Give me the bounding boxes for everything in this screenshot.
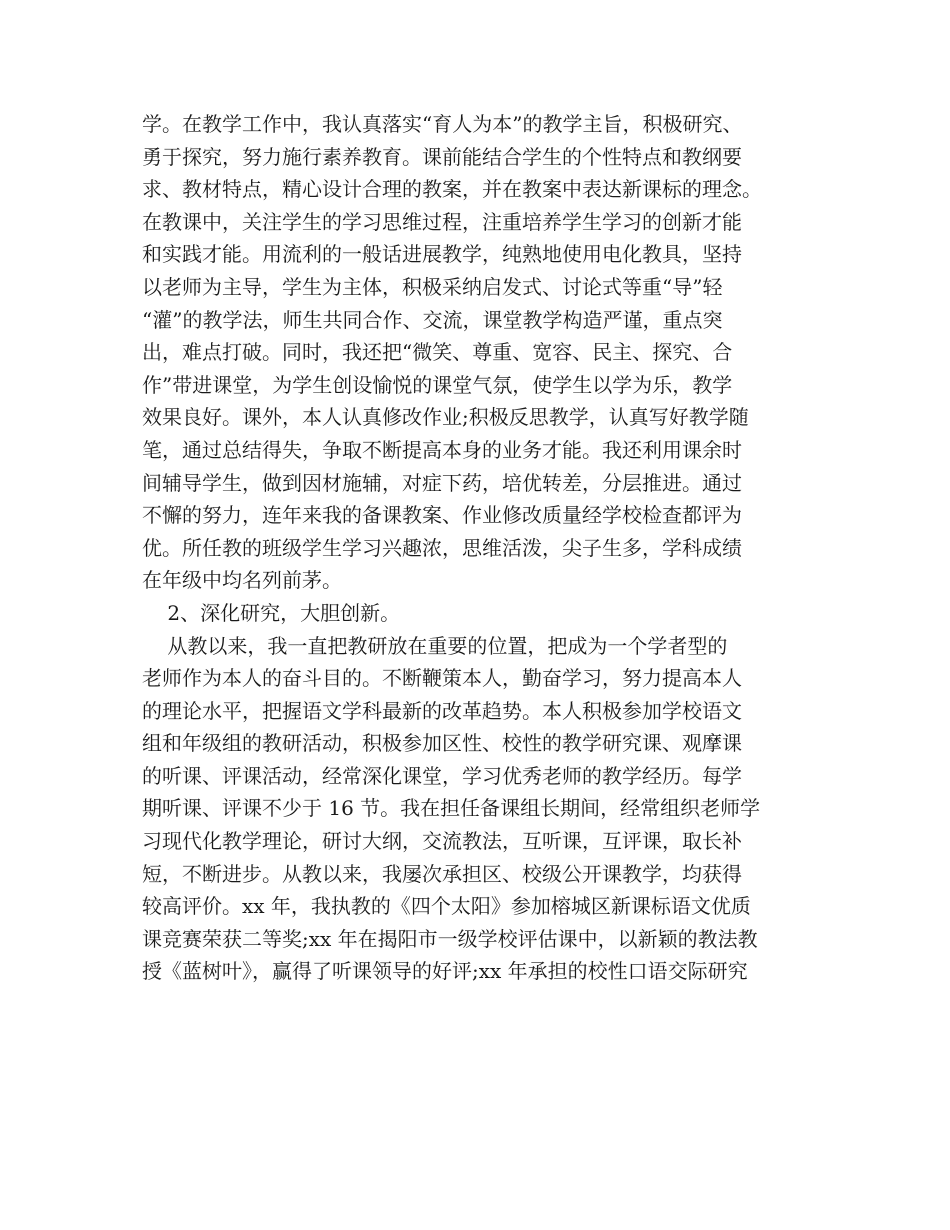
text-line: 和实践才能。用流利的一般话进展教学，纯熟地使用电化教具，坚持	[142, 242, 742, 267]
text-line: 短，不断进步。从教以来，我屡次承担区、校级公开课教学，均获得	[142, 861, 742, 886]
text-line: 在教课中，关注学生的学习思维过程，注重培养学生学习的创新才能	[142, 209, 742, 234]
text-line: 组和年级组的教研活动，积极参加区性、校性的教学研究课、观摩课	[142, 731, 742, 756]
text-line: 期听课、评课不少于 16 节。我在担任备课组长期间，经常组织老师学	[142, 796, 761, 821]
text-line: 从教以来，我一直把教研放在重要的位置，把成为一个学者型的	[142, 633, 728, 658]
text-line: 间辅导学生，做到因材施辅，对症下药，培优转差，分层推进。通过	[142, 470, 742, 495]
text-line: 勇于探究，努力施行素养教育。课前能结合学生的个性特点和教纲要	[142, 144, 742, 169]
text-line: 的理论水平，把握语文学科最新的改革趋势。本人积极参加学校语文	[142, 698, 742, 723]
body-text	[142, 108, 822, 988]
text-line: 课竞赛荣获二等奖;xx 年在揭阳市一级学校评估课中，以新颖的教法教	[142, 926, 758, 951]
text-line: 效果良好。课外，本人认真修改作业;积极反思教学，认真写好教学随	[142, 405, 749, 430]
text-line: 的听课、评课活动，经常深化课堂，学习优秀老师的教学经历。每学	[142, 763, 742, 788]
text-line: 老师作为本人的奋斗目的。不断鞭策本人，勤奋学习，努力提高本人	[142, 666, 742, 691]
text-line: 授《蓝树叶》，赢得了听课领导的好评;xx 年承担的校性口语交际研究	[142, 959, 748, 984]
text-line: 出，难点打破。同时，我还把“微笑、尊重、宽容、民主、探究、合	[142, 340, 733, 365]
text-line: 求、教材特点，精心设计合理的教案，并在教案中表达新课标的理念。	[142, 177, 762, 202]
text-line: 不懈的努力，连年来我的备课教案、作业修改质量经学校检查都评为	[142, 503, 742, 528]
text-line: “灌”的教学法，师生共同合作、交流，课堂教学构造严谨，重点突	[142, 307, 723, 332]
text-line: 2、深化研究，大胆创新。	[142, 600, 401, 625]
text-line: 优。所任教的班级学生学习兴趣浓，思维活泼，尖子生多，学科成绩	[142, 535, 742, 560]
text-line: 以老师为主导，学生为主体，积极采纳启发式、讨论式等重“导”轻	[142, 274, 723, 299]
text-line: 学。在教学工作中，我认真落实“育人为本”的教学主旨，积极研究、	[142, 112, 743, 136]
text-line: 作”带进课堂，为学生创设愉悦的课堂气氛，使学生以学为乐，教学	[142, 372, 733, 397]
text-line: 笔，通过总结得失，争取不断提高本身的业务才能。我还利用课余时	[142, 437, 742, 462]
text-line: 习现代化教学理论，研讨大纲，交流教法，互听课，互评课，取长补	[142, 829, 742, 854]
text-line: 较高评价。xx 年，我执教的《四个太阳》参加榕城区新课标语文优质	[142, 894, 751, 919]
text-line: 在年级中均名列前茅。	[142, 568, 342, 593]
